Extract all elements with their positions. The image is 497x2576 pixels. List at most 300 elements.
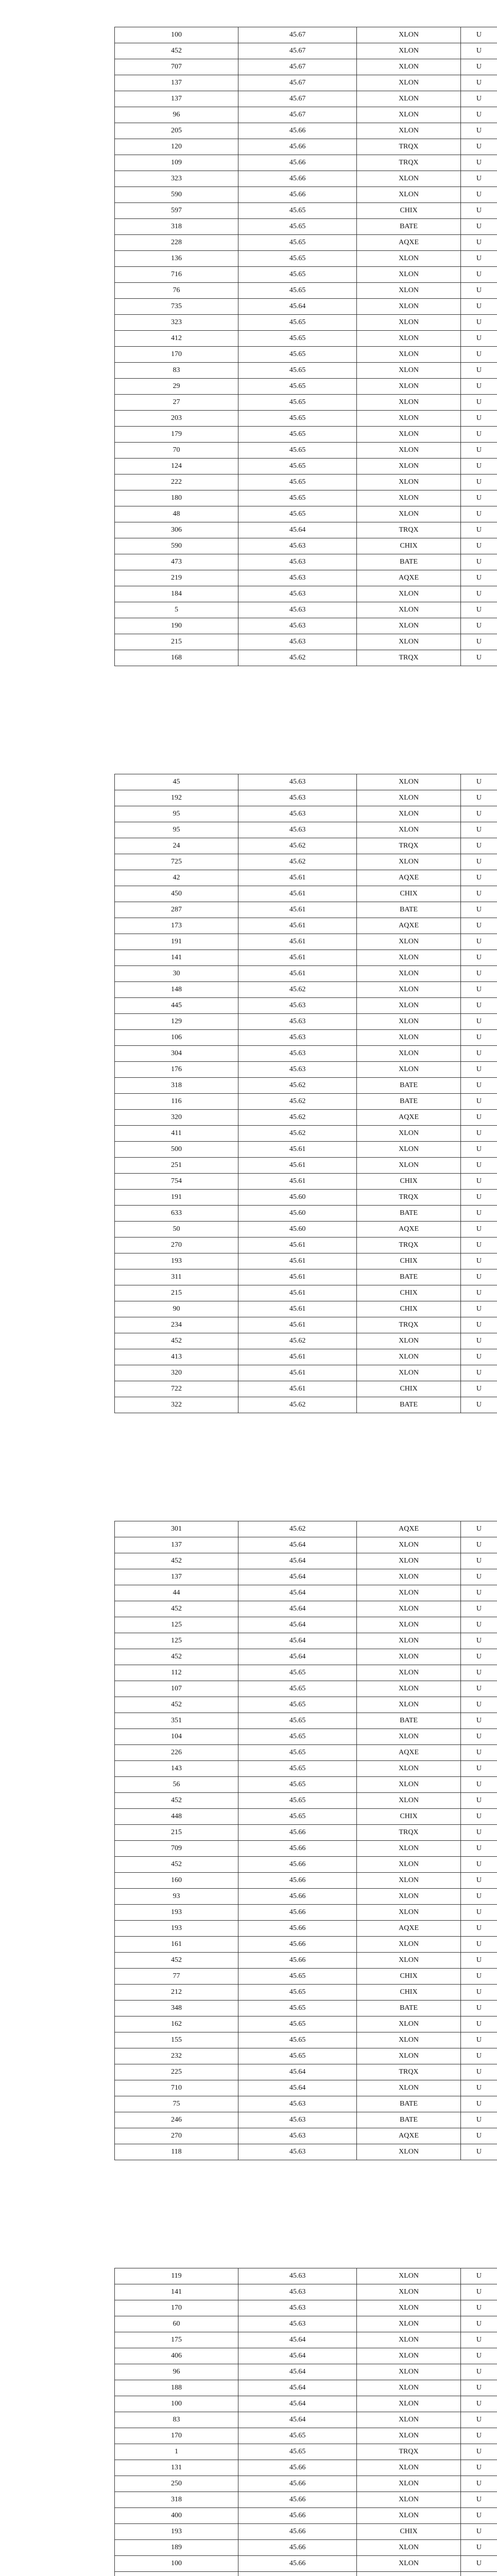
quantity-cell: 473 <box>115 554 238 570</box>
venue-cell: XLON <box>357 2268 461 2284</box>
venue-cell: XLON <box>357 1333 461 1349</box>
price-cell: 45.65 <box>238 427 357 442</box>
quantity-cell: 176 <box>115 1062 238 1077</box>
quantity-cell: 96 <box>115 107 238 123</box>
quantity-cell: 137 <box>115 75 238 91</box>
currency-cell: U <box>476 778 482 786</box>
table-row <box>115 1078 497 1094</box>
venue-cell: CHIX <box>357 1985 461 2000</box>
venue-cell: XLON <box>357 1729 461 1744</box>
quantity-cell: 452 <box>115 1601 238 1617</box>
currency-cell: U <box>476 1385 482 1393</box>
currency-cell: U <box>476 239 482 246</box>
quantity-cell: 173 <box>115 918 238 934</box>
venue-cell: XLON <box>357 315 461 330</box>
price-cell: 45.63 <box>238 2316 357 2332</box>
currency-cell: U <box>476 1241 482 1249</box>
price-cell: 45.66 <box>238 155 357 171</box>
venue-cell: XLON <box>357 2284 461 2300</box>
table-row <box>115 570 497 586</box>
price-cell: 45.61 <box>238 1381 357 1397</box>
price-cell: 45.64 <box>238 522 357 538</box>
currency-cell: U <box>476 638 482 646</box>
quantity-cell: 323 <box>115 315 238 330</box>
quantity-cell: 306 <box>115 522 238 538</box>
currency-cell: U <box>476 2544 482 2551</box>
venue-cell: XLON <box>357 2428 461 2444</box>
quantity-cell: 131 <box>115 2460 238 2476</box>
quantity-cell: 193 <box>115 2524 238 2539</box>
currency-cell: U <box>476 79 482 87</box>
venue-cell: XLON <box>357 2412 461 2428</box>
price-cell: 45.64 <box>238 2380 357 2396</box>
table-row <box>115 1889 497 1905</box>
currency-cell: U <box>476 270 482 278</box>
table-row <box>115 411 497 427</box>
price-cell: 45.66 <box>238 2540 357 2555</box>
price-cell: 45.63 <box>238 774 357 790</box>
price-cell: 45.63 <box>238 806 357 822</box>
venue-cell: XLON <box>357 379 461 394</box>
currency-cell: U <box>476 255 482 262</box>
price-cell: 45.65 <box>238 459 357 474</box>
table-row <box>115 2268 497 2284</box>
table-row <box>115 2540 497 2556</box>
price-cell: 45.67 <box>238 107 357 123</box>
trades-table-1 <box>114 27 497 666</box>
venue-cell: XLON <box>357 2380 461 2396</box>
venue-cell: TRQX <box>357 155 461 171</box>
currency-cell: U <box>476 1972 482 1980</box>
quantity-cell: 193 <box>115 1921 238 1936</box>
price-cell: 45.63 <box>238 538 357 554</box>
price-cell: 45.64 <box>238 1569 357 1585</box>
price-cell: 45.60 <box>238 1190 357 1205</box>
quantity-cell: 351 <box>115 1713 238 1728</box>
venue-cell: BATE <box>357 554 461 570</box>
table-row <box>115 650 497 666</box>
price-cell: 45.61 <box>238 950 357 965</box>
quantity-cell: 445 <box>115 998 238 1013</box>
quantity-cell: 118 <box>115 2144 238 2160</box>
quantity-cell: 50 <box>115 1222 238 1237</box>
table-row <box>115 1777 497 1793</box>
currency-cell: U <box>476 1781 482 1788</box>
currency-cell: U <box>476 95 482 103</box>
quantity-cell: 320 <box>115 1110 238 1125</box>
currency-cell: U <box>476 1018 482 1025</box>
quantity-cell: 203 <box>115 411 238 426</box>
price-cell: 45.65 <box>238 411 357 426</box>
venue-cell: XLON <box>357 966 461 981</box>
currency-cell: U <box>476 606 482 614</box>
price-cell: 45.66 <box>238 1937 357 1952</box>
currency-cell: U <box>476 414 482 422</box>
price-cell: 45.66 <box>238 1873 357 1888</box>
price-cell: 45.66 <box>238 2460 357 2476</box>
currency-cell: U <box>476 2288 482 2296</box>
table-row <box>115 2364 497 2380</box>
price-cell: 45.63 <box>238 2300 357 2316</box>
price-cell: 45.65 <box>238 1665 357 1681</box>
quantity-cell: 709 <box>115 1841 238 1856</box>
price-cell: 45.66 <box>238 1905 357 1920</box>
venue-cell: XLON <box>357 1873 461 1888</box>
quantity-cell: 119 <box>115 2268 238 2284</box>
table-row <box>115 395 497 411</box>
quantity-cell: 136 <box>115 251 238 266</box>
venue-cell: XLON <box>357 1905 461 1920</box>
venue-cell: XLON <box>357 2492 461 2507</box>
trades-table-3 <box>114 1521 497 2160</box>
quantity-cell: 93 <box>115 1889 238 1904</box>
currency-cell: U <box>476 1860 482 1868</box>
price-cell: 45.66 <box>238 2556 357 2571</box>
table-row <box>115 459 497 474</box>
table-row <box>115 506 497 522</box>
currency-cell: U <box>476 2352 482 2360</box>
quantity-cell: 106 <box>115 1030 238 1045</box>
table-row <box>115 427 497 443</box>
table-row <box>115 790 497 806</box>
quantity-cell: 29 <box>115 379 238 394</box>
quantity-cell: 452 <box>115 1953 238 1968</box>
price-cell: 45.65 <box>238 1697 357 1713</box>
price-cell: 45.65 <box>238 203 357 218</box>
price-cell: 45.63 <box>238 570 357 586</box>
currency-cell: U <box>476 986 482 993</box>
price-cell: 45.61 <box>238 902 357 918</box>
currency-cell: U <box>476 1940 482 1948</box>
currency-cell: U <box>476 1924 482 1932</box>
currency-cell: U <box>476 1892 482 1900</box>
venue-cell: XLON <box>357 1349 461 1365</box>
quantity-cell: 124 <box>115 459 238 474</box>
price-cell: 45.63 <box>238 2268 357 2284</box>
currency-cell: U <box>476 1685 482 1692</box>
quantity-cell: 270 <box>115 1238 238 1253</box>
quantity-cell: 226 <box>115 1745 238 1760</box>
currency-cell: U <box>476 1621 482 1629</box>
venue-cell: TRQX <box>357 139 461 155</box>
table-row <box>115 251 497 267</box>
quantity-cell: 96 <box>115 2364 238 2380</box>
table-row <box>115 347 497 363</box>
quantity-cell: 225 <box>115 2064 238 2080</box>
currency-cell: U <box>476 175 482 182</box>
currency-cell: U <box>476 622 482 630</box>
table-row <box>115 902 497 918</box>
quantity-cell: 129 <box>115 1014 238 1029</box>
table-row <box>115 2112 497 2128</box>
table-row <box>115 91 497 107</box>
currency-cell: U <box>476 1956 482 1964</box>
currency-cell: U <box>476 1605 482 1613</box>
table-row <box>115 283 497 299</box>
price-cell: 45.64 <box>238 1601 357 1617</box>
currency-cell: U <box>476 1525 482 1533</box>
venue-cell: XLON <box>357 2348 461 2364</box>
price-cell: 45.60 <box>238 1222 357 1237</box>
quantity-cell: 27 <box>115 395 238 410</box>
currency-cell: U <box>476 63 482 71</box>
table-row <box>115 1301 497 1317</box>
quantity-cell: 100 <box>115 2396 238 2412</box>
table-row <box>115 1569 497 1585</box>
quantity-cell: 251 <box>115 1158 238 1173</box>
venue-cell: XLON <box>357 427 461 442</box>
price-cell: 45.66 <box>238 2508 357 2523</box>
currency-cell: U <box>476 954 482 961</box>
venue-cell: XLON <box>357 459 461 474</box>
price-cell: 45.65 <box>238 1761 357 1776</box>
quantity-cell: 301 <box>115 1521 238 1537</box>
price-cell: 45.65 <box>238 2032 357 2048</box>
currency-cell: U <box>476 906 482 913</box>
price-cell: 45.64 <box>238 2064 357 2080</box>
quantity-cell: 452 <box>115 1649 238 1665</box>
venue-cell: XLON <box>357 107 461 123</box>
quantity-cell: 168 <box>115 650 238 666</box>
quantity-cell: 5 <box>115 602 238 618</box>
venue-cell: CHIX <box>357 1253 461 1269</box>
quantity-cell: 180 <box>115 490 238 506</box>
price-cell: 45.65 <box>238 395 357 410</box>
venue-cell: XLON <box>357 1537 461 1553</box>
table-row <box>115 1238 497 1253</box>
currency-cell: U <box>476 1669 482 1676</box>
table-row <box>115 1030 497 1046</box>
price-cell: 45.61 <box>238 1269 357 1285</box>
table-row <box>115 2348 497 2364</box>
currency-cell: U <box>476 890 482 897</box>
quantity-cell: 412 <box>115 331 238 346</box>
price-cell: 45.63 <box>238 790 357 806</box>
venue-cell: XLON <box>357 299 461 314</box>
venue-cell: BATE <box>357 1206 461 1221</box>
quantity-cell: 143 <box>115 1761 238 1776</box>
table-row <box>115 522 497 538</box>
currency-cell: U <box>476 542 482 550</box>
venue-cell: XLON <box>357 774 461 790</box>
table-row <box>115 2064 497 2080</box>
table-row <box>115 203 497 219</box>
price-cell: 45.61 <box>238 1365 357 1381</box>
table-row <box>115 2380 497 2396</box>
table-row <box>115 1269 497 1285</box>
currency-cell: U <box>476 2084 482 2092</box>
quantity-cell: 30 <box>115 966 238 981</box>
venue-cell: AQXE <box>357 1521 461 1537</box>
venue-cell: XLON <box>357 1158 461 1173</box>
venue-cell: XLON <box>357 187 461 202</box>
price-cell: 45.65 <box>238 490 357 506</box>
quantity-cell: 725 <box>115 854 238 870</box>
venue-cell: XLON <box>357 2332 461 2348</box>
currency-cell: U <box>476 1289 482 1297</box>
currency-cell: U <box>476 2432 482 2439</box>
quantity-cell: 448 <box>115 1809 238 1824</box>
currency-cell: U <box>476 1177 482 1185</box>
currency-cell: U <box>476 2480 482 2487</box>
quantity-cell: 191 <box>115 934 238 950</box>
table-row <box>115 1062 497 1078</box>
table-row <box>115 1937 497 1953</box>
currency-cell: U <box>476 302 482 310</box>
price-cell: 45.65 <box>238 1681 357 1697</box>
venue-cell: XLON <box>357 1761 461 1776</box>
table-row <box>115 315 497 331</box>
table-row <box>115 107 497 123</box>
currency-cell: U <box>476 334 482 342</box>
price-cell: 45.64 <box>238 1537 357 1553</box>
venue-cell: XLON <box>357 998 461 1013</box>
venue-cell: CHIX <box>357 1285 461 1301</box>
venue-cell: XLON <box>357 1365 461 1381</box>
price-cell: 45.66 <box>238 171 357 187</box>
venue-cell: XLON <box>357 2556 461 2571</box>
currency-cell: U <box>476 47 482 55</box>
quantity-cell: 162 <box>115 2016 238 2032</box>
price-cell: 45.66 <box>238 1841 357 1856</box>
quantity-cell: 190 <box>115 618 238 634</box>
price-cell: 45.65 <box>238 1793 357 1808</box>
table-row <box>115 774 497 790</box>
table-row <box>115 1665 497 1681</box>
quantity-cell: 137 <box>115 1537 238 1553</box>
table-row <box>115 171 497 187</box>
table-row <box>115 634 497 650</box>
currency-cell: U <box>476 2464 482 2471</box>
currency-cell: U <box>476 446 482 454</box>
quantity-cell: 318 <box>115 2492 238 2507</box>
table-row <box>115 2572 497 2576</box>
currency-cell: U <box>476 1812 482 1820</box>
quantity-cell: 232 <box>115 2048 238 2064</box>
venue-cell: AQXE <box>357 1110 461 1125</box>
table-row <box>115 2300 497 2316</box>
quantity-cell: 193 <box>115 1253 238 1269</box>
currency-cell: U <box>476 1129 482 1137</box>
table-row <box>115 586 497 602</box>
price-cell: 45.61 <box>238 1238 357 1253</box>
quantity-cell: 42 <box>115 870 238 886</box>
table-row <box>115 2096 497 2112</box>
table-row <box>115 1633 497 1649</box>
price-cell: 45.65 <box>238 2001 357 2016</box>
price-cell: 45.63 <box>238 634 357 650</box>
price-cell: 45.65 <box>238 1745 357 1760</box>
currency-cell: U <box>476 2400 482 2408</box>
table-row <box>115 1349 497 1365</box>
venue-cell: XLON <box>357 2396 461 2412</box>
table-row <box>115 299 497 315</box>
quantity-cell: 228 <box>115 235 238 250</box>
currency-cell: U <box>476 207 482 214</box>
venue-cell: XLON <box>357 267 461 282</box>
currency-cell: U <box>476 1145 482 1153</box>
quantity-cell: 155 <box>115 2032 238 2048</box>
currency-cell: U <box>476 1988 482 1996</box>
currency-cell: U <box>476 526 482 534</box>
price-cell: 45.61 <box>238 1158 357 1173</box>
price-cell: 45.65 <box>238 1809 357 1824</box>
table-row <box>115 75 497 91</box>
price-cell: 45.62 <box>238 1521 357 1537</box>
venue-cell: XLON <box>357 1014 461 1029</box>
table-row <box>115 2508 497 2524</box>
venue-cell: XLON <box>357 806 461 822</box>
quantity-cell: 60 <box>115 2316 238 2332</box>
venue-cell: XLON <box>357 2540 461 2555</box>
table-row <box>115 1857 497 1873</box>
quantity-cell: 44 <box>115 1585 238 1601</box>
quantity-cell: 754 <box>115 1174 238 1189</box>
venue-cell: XLON <box>357 1889 461 1904</box>
quantity-cell: 137 <box>115 1569 238 1585</box>
currency-cell: U <box>476 1908 482 1916</box>
currency-cell: U <box>476 2496 482 2503</box>
table-row <box>115 870 497 886</box>
currency-cell: U <box>476 858 482 866</box>
venue-cell: XLON <box>357 1649 461 1665</box>
quantity-cell: 633 <box>115 1206 238 1221</box>
price-cell: 45.64 <box>238 1617 357 1633</box>
table-row <box>115 1713 497 1729</box>
venue-cell: XLON <box>357 822 461 838</box>
table-row <box>115 2284 497 2300</box>
currency-cell: U <box>476 2052 482 2060</box>
currency-cell: U <box>476 1557 482 1565</box>
venue-cell: XLON <box>357 2476 461 2492</box>
quantity-cell: 707 <box>115 59 238 75</box>
table-row <box>115 235 497 251</box>
table-row <box>115 1094 497 1110</box>
price-cell: 45.65 <box>238 1713 357 1728</box>
venue-cell: AQXE <box>357 1745 461 1760</box>
venue-cell: BATE <box>357 2096 461 2112</box>
quantity-cell: 716 <box>115 267 238 282</box>
venue-cell: BATE <box>357 1094 461 1109</box>
venue-cell: BATE <box>357 1713 461 1728</box>
table-row <box>115 1873 497 1889</box>
table-row <box>115 59 497 75</box>
quantity-cell: 83 <box>115 363 238 378</box>
price-cell: 45.66 <box>238 187 357 202</box>
venue-cell: XLON <box>357 1681 461 1697</box>
table-row <box>115 2444 497 2460</box>
currency-cell: U <box>476 2304 482 2312</box>
venue-cell: XLON <box>357 1126 461 1141</box>
venue-cell: AQXE <box>357 918 461 934</box>
table-row <box>115 1537 497 1553</box>
venue-cell: XLON <box>357 2300 461 2316</box>
table-row <box>115 219 497 235</box>
venue-cell: XLON <box>357 2460 461 2476</box>
quantity-cell: 170 <box>115 347 238 362</box>
price-cell: 45.65 <box>238 2444 357 2460</box>
quantity-cell: 116 <box>115 1094 238 1109</box>
table-row <box>115 2080 497 2096</box>
table-row <box>115 2460 497 2476</box>
price-cell: 45.64 <box>238 2080 357 2096</box>
venue-cell: XLON <box>357 490 461 506</box>
trades-table-4 <box>114 2268 497 2576</box>
currency-cell: U <box>476 2020 482 2028</box>
venue-cell: XLON <box>357 1585 461 1601</box>
currency-cell: U <box>476 1717 482 1724</box>
venue-cell: XLON <box>357 1953 461 1968</box>
